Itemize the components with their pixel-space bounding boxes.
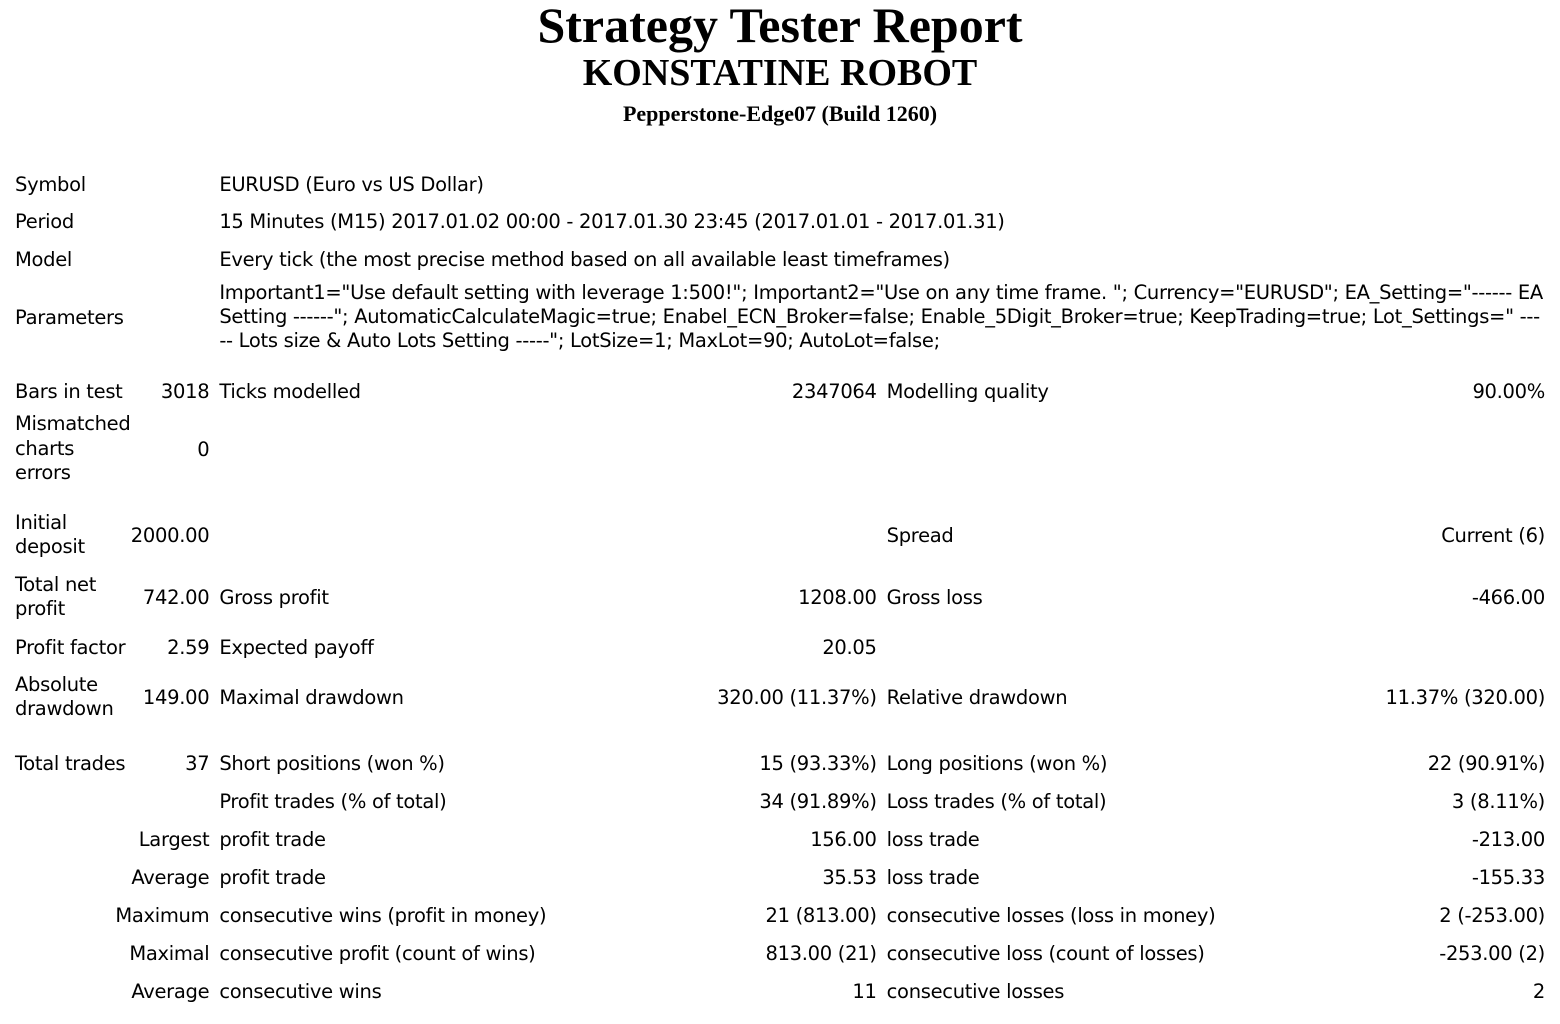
average-label: Average (131, 865, 210, 889)
average-row (10, 858, 1550, 896)
net-profit-value: 742.00 (142, 585, 210, 609)
profit-factor-label: Profit factor (15, 635, 126, 659)
profit-factor-row (10, 628, 1550, 666)
model-label: Model (15, 247, 73, 271)
max-consec-wins-label: consecutive wins (profit in money) (219, 903, 547, 927)
expected-payoff-value: 20.05 (822, 635, 877, 659)
robot-name: KONSTATINE ROBOT (582, 52, 978, 94)
mismatched-value: 0 (197, 437, 210, 461)
abs-drawdown-value: 149.00 (142, 685, 210, 709)
initial-deposit-label: Initial deposit (15, 510, 85, 558)
net-profit-row (10, 566, 1550, 628)
long-positions-label: Long positions (won %) (886, 751, 1108, 775)
short-positions-label: Short positions (won %) (219, 751, 445, 775)
max-consec-wins-value: 21 (813.00) (765, 903, 877, 927)
gross-loss-label: Gross loss (886, 585, 983, 609)
max-consec-losses-label: consecutive losses (loss in money) (886, 903, 1216, 927)
avg-consec-losses-label: consecutive losses (886, 979, 1065, 1003)
profit-trades-value: 34 (91.89%) (759, 789, 877, 813)
maximal-consec-profit-value: 813.00 (21) (765, 941, 877, 965)
period-row (10, 203, 1550, 240)
maximum-label: Maximum (115, 903, 210, 927)
short-positions-value: 15 (93.33%) (759, 751, 877, 775)
max-drawdown-label: Maximal drawdown (219, 685, 404, 709)
symbol-value: EURUSD (Euro vs US Dollar) (219, 172, 484, 196)
parameters-value: Important1="Use default setting with leverage 1:500!"; Important2="Use on any time frame. "; Currency="EURUSD"; EA_Setting="------ EA Setting ------"; AutomaticCalculateMagic=true; Enabel_ECN_Broker=false; Enable_5Digit_Broker=true; KeepTrading=true; Lot_Settings=" ----- Lots size & Auto Lots Setting -----"; LotSize=1; MaxLot=90; AutoLot=false; (219, 281, 1543, 352)
avg-consec-losses-value: 2 (1532, 979, 1545, 1003)
largest-loss-label: loss trade (886, 827, 980, 851)
ticks-label: Ticks modelled (219, 379, 361, 403)
avg-consec-wins-value: 11 (852, 979, 877, 1003)
report-title: Strategy Tester Report (537, 0, 1023, 53)
server-build: Pepperstone-Edge07 (Build 1260) (622, 101, 938, 126)
maximal-consec-loss-label: consecutive loss (count of losses) (886, 941, 1205, 965)
report-header (0, 0, 1560, 127)
average-loss-label: loss trade (886, 865, 980, 889)
total-trades-label: Total trades (15, 751, 126, 775)
ticks-value: 2347064 (791, 379, 877, 403)
rel-drawdown-value: 11.37% (320.00) (1385, 685, 1545, 709)
average-loss-value: -155.33 (1471, 865, 1545, 889)
total-trades-row (10, 744, 1550, 782)
spread-value: Current (6) (1441, 523, 1545, 547)
mismatched-label: Mismatched charts errors (15, 412, 131, 485)
bars-label: Bars in test (15, 379, 123, 403)
max-consec-losses-value: 2 (-253.00) (1439, 903, 1545, 927)
profit-trades-label: Profit trades (% of total) (219, 789, 447, 813)
long-positions-value: 22 (90.91%) (1427, 751, 1545, 775)
profit-factor-value: 2.59 (167, 635, 210, 659)
rel-drawdown-label: Relative drawdown (886, 685, 1068, 709)
maximal-consec-profit-label: consecutive profit (count of wins) (219, 941, 536, 965)
largest-profit-value: 156.00 (810, 827, 877, 851)
parameters-label: Parameters (15, 305, 124, 329)
initial-deposit-row (10, 504, 1550, 566)
loss-trades-value: 3 (8.11%) (1451, 789, 1545, 813)
abs-drawdown-label: Absolute drawdown (15, 672, 114, 720)
gross-profit-label: Gross profit (219, 585, 329, 609)
gross-profit-value: 1208.00 (798, 585, 877, 609)
profit-trades-row (10, 782, 1550, 820)
bars-row (10, 372, 1550, 410)
parameters-row (10, 278, 1550, 356)
maximal-label: Maximal (129, 941, 210, 965)
period-label: Period (15, 210, 75, 233)
largest-loss-value: -213.00 (1471, 827, 1545, 851)
net-profit-label: Total net profit (15, 572, 97, 620)
largest-profit-label: profit trade (219, 827, 326, 851)
expected-payoff-label: Expected payoff (219, 635, 374, 659)
symbol-row (10, 165, 1550, 203)
total-trades-value: 37 (185, 751, 210, 775)
spread-label: Spread (886, 523, 954, 547)
avg-consec-label: Average (131, 979, 210, 1003)
maximal-row (10, 934, 1550, 972)
average-profit-label: profit trade (219, 865, 326, 889)
average-consec-row (10, 972, 1550, 1010)
initial-deposit-value: 2000.00 (130, 523, 210, 547)
gross-loss-value: -466.00 (1471, 585, 1545, 609)
largest-label: Largest (138, 827, 210, 851)
largest-row (10, 820, 1550, 858)
report-table (10, 165, 1550, 1010)
bars-value: 3018 (160, 379, 210, 403)
drawdown-row (10, 666, 1550, 728)
max-drawdown-value: 320.00 (11.37%) (717, 685, 877, 709)
loss-trades-label: Loss trades (% of total) (886, 789, 1107, 813)
symbol-label: Symbol (15, 172, 86, 196)
model-value: Every tick (the most precise method based on all available least timeframes) (219, 247, 950, 271)
quality-value: 90.00% (1472, 379, 1545, 403)
quality-label: Modelling quality (886, 379, 1049, 403)
mismatched-row (10, 410, 1550, 488)
model-row (10, 240, 1550, 278)
maximum-row (10, 896, 1550, 934)
average-profit-value: 35.53 (822, 865, 877, 889)
avg-consec-wins-label: consecutive wins (219, 979, 382, 1003)
maximal-consec-loss-value: -253.00 (2) (1439, 941, 1545, 965)
period-value: 15 Minutes (M15) 2017.01.02 00:00 - 2017.01.30 23:45 (2017.01.01 - 2017.01.31) (219, 210, 1005, 233)
